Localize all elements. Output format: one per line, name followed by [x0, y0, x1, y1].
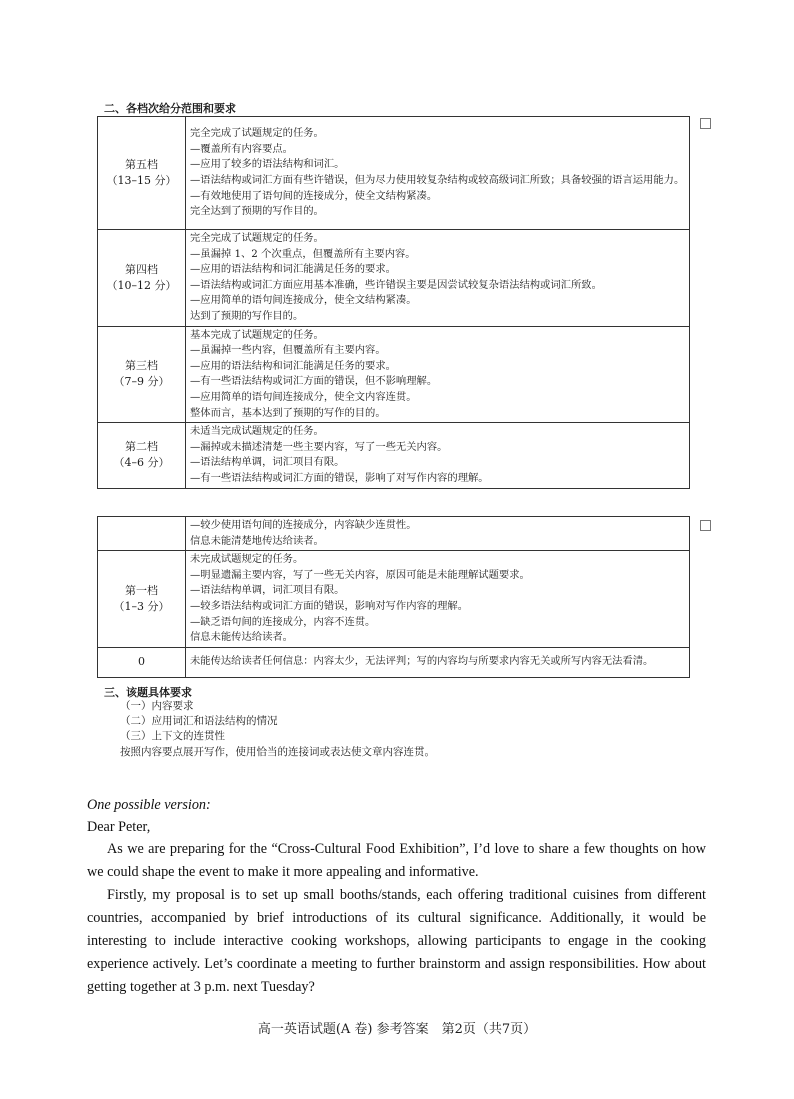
grade-level-cell	[98, 551, 186, 648]
criteria-line: —有效地使用了语句间的连接成分，使全文结构紧凑。	[190, 189, 438, 202]
criteria-line: —应用的语法结构和词汇能满足任务的要求。	[190, 263, 396, 276]
grade-criteria-cell	[186, 647, 690, 677]
criteria-line: —有一些语法结构或词汇方面的错误，影响了对写作内容的理解。	[190, 471, 489, 484]
requirement-note: 按照内容要点展开写作，使用恰当的连接词或表达使文章内容连贯。	[120, 746, 435, 758]
requirement-item: （二）应用词汇和语法结构的情况	[120, 715, 278, 727]
grade-row	[98, 423, 690, 488]
criteria-line: 达到了预期的写作目的。	[190, 309, 304, 322]
grade-row	[98, 551, 690, 648]
grade-row	[98, 326, 690, 423]
criteria-line: 未适当完成试题规定的任务。	[190, 425, 324, 438]
criteria-line: 整体而言，基本达到了预期的写作的目的。	[190, 406, 386, 419]
grade-level-cell	[98, 517, 186, 551]
page-footer: 高一英语试题(A 卷) 参考答案 第2页（共7页）	[257, 1022, 537, 1037]
grade-level-range: （13–15 分）	[106, 174, 177, 187]
grade-row	[98, 517, 690, 551]
criteria-line: —有一些语法结构或词汇方面的错误，但不影响理解。	[190, 375, 438, 388]
grade-level-cell	[98, 647, 186, 677]
criteria-line: —应用的语法结构和词汇能满足任务的要求。	[190, 359, 396, 372]
grade-criteria-cell	[186, 117, 690, 230]
letter-greeting: Dear Peter,	[87, 819, 151, 835]
letter-paragraph: Firstly, my proposal is to set up small booths/stands, each offering traditional cuisines from different countries, accompanied by brief introductions of its cultural significance. Additionally, it would be interesting to include interactive cooking workshops, allowing participants to engage in the cooking experience actively. Let’s coordinate a meeting to further brainstorm and assign responsibilities. How about getting together at 3 p.m. next Tuesday?	[87, 887, 706, 995]
criteria-line: 信息未能传达给读者。	[190, 631, 293, 644]
criteria-line: —较多语法结构或词汇方面的错误，影响对写作内容的理解。	[190, 599, 469, 612]
grade-level-name: 第三档	[125, 359, 158, 373]
criteria-line: 完全完成了试题规定的任务。	[190, 127, 324, 140]
criteria-line: —语法结构单调，词汇项目有限。	[190, 456, 345, 469]
criteria-line: —明显遗漏主要内容，写了一些无关内容，原因可能是未能理解试题要求。	[190, 568, 530, 581]
grade-criteria-cell	[186, 230, 690, 327]
section3-heading: 三、该题具体要求	[104, 686, 192, 699]
criteria-line: —漏掉或未描述清楚一些主要内容，写了一些无关内容。	[190, 440, 448, 453]
criteria-line: 未能传达给读者任何信息：内容太少，无法评判；写的内容均与所要求内容无关或所写内容无法看清。	[190, 655, 654, 668]
sample-label: One possible version:	[87, 797, 211, 813]
criteria-line: —语法结构或词汇方面应用基本准确，些许错误主要是因尝试较复杂语法结构或词汇所致。	[190, 278, 602, 291]
section2-heading: 二、各档次给分范围和要求	[104, 102, 236, 115]
grade-criteria-cell	[186, 423, 690, 488]
grade-level-name: 0	[138, 655, 145, 669]
letter-paragraph: As we are preparing for the “Cross-Cultural Food Exhibition”, I’d love to share a few thoughts on how we could shape the event to make it more appealing and informative.	[87, 841, 706, 880]
criteria-line: —应用简单的语句间连接成分，使全文内容连贯。	[190, 390, 417, 403]
criteria-line: —虽漏掉一些内容，但覆盖所有主要内容。	[190, 344, 386, 357]
criteria-line: —应用了较多的语法结构和词汇。	[190, 158, 345, 171]
grade-row	[98, 117, 690, 230]
grade-level-cell	[98, 230, 186, 327]
grade-row	[98, 647, 690, 677]
grade-level-name: 第二档	[125, 440, 158, 454]
criteria-line: 完全完成了试题规定的任务。	[190, 232, 324, 244]
grade-criteria-cell	[186, 326, 690, 423]
grade-level-cell	[98, 117, 186, 230]
grade-row	[98, 230, 690, 327]
criteria-line: —语法结构单调，词汇项目有限。	[190, 584, 345, 597]
grade-level-range: （4–6 分）	[113, 456, 170, 470]
criteria-line: 基本完成了试题规定的任务。	[190, 328, 324, 341]
grade-level-range: （1–3 分）	[113, 599, 170, 613]
grade-level-cell	[98, 423, 186, 488]
criteria-line: —覆盖所有内容要点。	[190, 142, 293, 155]
criteria-line: 完全达到了预期的写作目的。	[190, 205, 324, 218]
grading-table-2	[97, 516, 690, 678]
grading-table-1	[97, 116, 690, 489]
requirement-item: （一）内容要求	[120, 700, 194, 712]
criteria-line: —应用简单的语句间连接成分，使全文结构紧凑。	[190, 294, 417, 307]
grade-level-name: 第一档	[125, 583, 158, 597]
requirement-item: （三）上下文的连贯性	[120, 730, 225, 742]
criteria-line: —较少使用语句间的连接成分，内容缺少连贯性。	[190, 519, 417, 531]
grade-level-name: 第四档	[125, 262, 158, 276]
criteria-line: —语法结构或词汇方面有些许错误，但为尽力使用较复杂结构或较高级词汇所致；具备较强的语言运用能力。	[190, 174, 685, 186]
criteria-line: —虽漏掉 1、2 个次重点，但覆盖所有主要内容。	[190, 247, 416, 260]
grade-criteria-cell	[186, 517, 690, 551]
table-marker-icon	[700, 118, 711, 129]
grade-level-range: （10–12 分）	[106, 278, 177, 292]
grade-level-cell	[98, 326, 186, 423]
grade-level-name: 第五档	[125, 158, 158, 171]
criteria-line: 未完成试题规定的任务。	[190, 553, 304, 566]
grade-level-range: （7–9 分）	[113, 375, 170, 389]
table-marker-icon	[700, 520, 711, 531]
criteria-line: 信息未能清楚地传达给读者。	[190, 534, 324, 547]
grade-criteria-cell	[186, 551, 690, 648]
criteria-line: —缺乏语句间的连接成分，内容不连贯。	[190, 615, 376, 628]
